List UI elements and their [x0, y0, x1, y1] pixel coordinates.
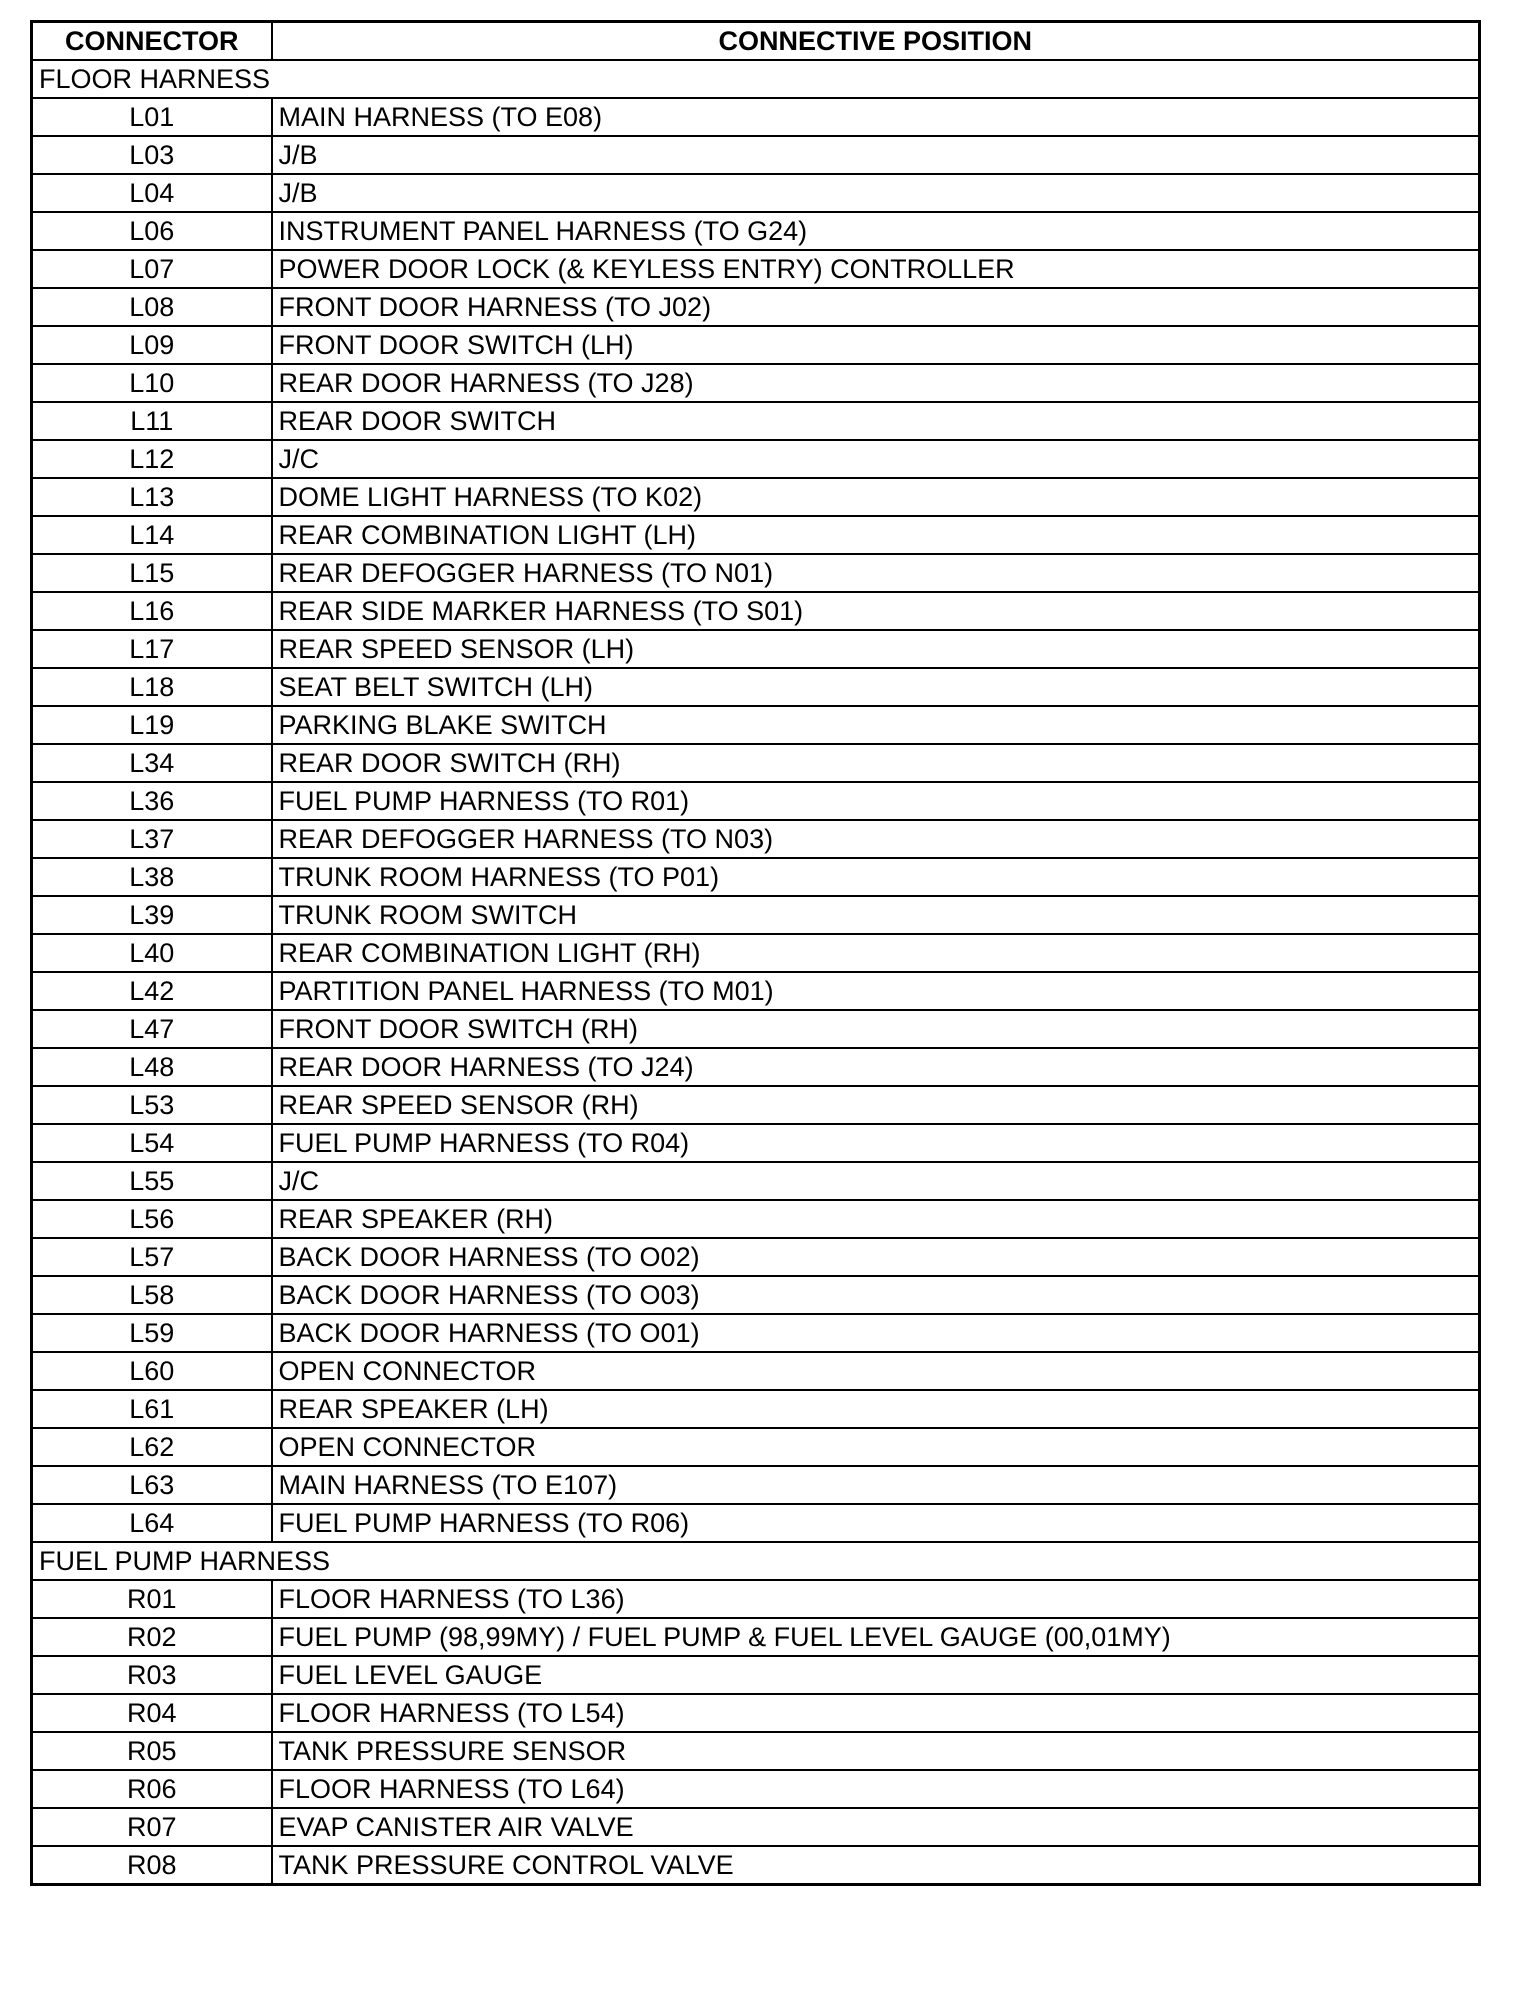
- connective-position: J/C: [272, 440, 1480, 478]
- connective-position: REAR DOOR HARNESS (TO J24): [272, 1048, 1480, 1086]
- connector-code: L13: [32, 478, 272, 516]
- connective-position: OPEN CONNECTOR: [272, 1352, 1480, 1390]
- connector-code: L59: [32, 1314, 272, 1352]
- connector-code: R01: [32, 1580, 272, 1618]
- connective-position: REAR SPEED SENSOR (RH): [272, 1086, 1480, 1124]
- connector-code: L63: [32, 1466, 272, 1504]
- connective-position: TRUNK ROOM HARNESS (TO P01): [272, 858, 1480, 896]
- connector-code: L12: [32, 440, 272, 478]
- table-row: [32, 1048, 1480, 1086]
- table-row: [32, 1694, 1480, 1732]
- connector-code: L18: [32, 668, 272, 706]
- section-title: FUEL PUMP HARNESS: [32, 1542, 1480, 1580]
- connective-position: REAR SPEED SENSOR (LH): [272, 630, 1480, 668]
- table-row: [32, 896, 1480, 934]
- table-row: [32, 1352, 1480, 1390]
- table-row: [32, 1618, 1480, 1656]
- connective-position: PARKING BLAKE SWITCH: [272, 706, 1480, 744]
- connective-position: TANK PRESSURE SENSOR: [272, 1732, 1480, 1770]
- connector-code: R02: [32, 1618, 272, 1656]
- connective-position: BACK DOOR HARNESS (TO O01): [272, 1314, 1480, 1352]
- table-row: [32, 592, 1480, 630]
- connector-code: L48: [32, 1048, 272, 1086]
- connector-code: L40: [32, 934, 272, 972]
- connective-position: FLOOR HARNESS (TO L64): [272, 1770, 1480, 1808]
- connector-code: L09: [32, 326, 272, 364]
- connective-position: SEAT BELT SWITCH (LH): [272, 668, 1480, 706]
- connector-code: L56: [32, 1200, 272, 1238]
- table-row: [32, 1732, 1480, 1770]
- connective-position: FRONT DOOR HARNESS (TO J02): [272, 288, 1480, 326]
- connector-code: L47: [32, 1010, 272, 1048]
- connector-code: L04: [32, 174, 272, 212]
- connector-code: L64: [32, 1504, 272, 1542]
- connective-position: BACK DOOR HARNESS (TO O02): [272, 1238, 1480, 1276]
- table-row: [32, 1466, 1480, 1504]
- table-row: [32, 1200, 1480, 1238]
- table-body: [32, 60, 1480, 1885]
- connective-position: MAIN HARNESS (TO E107): [272, 1466, 1480, 1504]
- connective-position: J/C: [272, 1162, 1480, 1200]
- connective-position: J/B: [272, 174, 1480, 212]
- table-row: [32, 1276, 1480, 1314]
- connector-table: [30, 20, 1481, 1886]
- table-row: [32, 1086, 1480, 1124]
- connective-position: REAR DOOR SWITCH: [272, 402, 1480, 440]
- table-row: [32, 1846, 1480, 1885]
- connector-code: L54: [32, 1124, 272, 1162]
- column-header-connector: CONNECTOR: [32, 22, 272, 61]
- table-row: [32, 1808, 1480, 1846]
- connector-code: L06: [32, 212, 272, 250]
- connective-position: TRUNK ROOM SWITCH: [272, 896, 1480, 934]
- connective-position: OPEN CONNECTOR: [272, 1428, 1480, 1466]
- connective-position: REAR DEFOGGER HARNESS (TO N03): [272, 820, 1480, 858]
- section-header-row: [32, 1542, 1480, 1580]
- connective-position: FUEL PUMP (98,99MY) / FUEL PUMP & FUEL LEVEL GAUGE (00,01MY): [272, 1618, 1480, 1656]
- connector-code: L39: [32, 896, 272, 934]
- table-row: [32, 478, 1480, 516]
- connective-position: FLOOR HARNESS (TO L36): [272, 1580, 1480, 1618]
- table-row: [32, 440, 1480, 478]
- connective-position: BACK DOOR HARNESS (TO O03): [272, 1276, 1480, 1314]
- table-row: [32, 668, 1480, 706]
- table-row: [32, 706, 1480, 744]
- section-header-row: [32, 60, 1480, 98]
- table-row: [32, 1010, 1480, 1048]
- table-row: [32, 136, 1480, 174]
- connector-code: L62: [32, 1428, 272, 1466]
- connector-code: L60: [32, 1352, 272, 1390]
- connective-position: INSTRUMENT PANEL HARNESS (TO G24): [272, 212, 1480, 250]
- connector-code: L58: [32, 1276, 272, 1314]
- table-row: [32, 554, 1480, 592]
- column-header-connective-position: CONNECTIVE POSITION: [272, 22, 1480, 61]
- connector-code: L36: [32, 782, 272, 820]
- connector-code: L07: [32, 250, 272, 288]
- connective-position: TANK PRESSURE CONTROL VALVE: [272, 1846, 1480, 1885]
- table-row: [32, 174, 1480, 212]
- table-row: [32, 1428, 1480, 1466]
- connector-code: L11: [32, 402, 272, 440]
- table-row: [32, 402, 1480, 440]
- connective-position: POWER DOOR LOCK (& KEYLESS ENTRY) CONTROLLER: [272, 250, 1480, 288]
- connector-code: L15: [32, 554, 272, 592]
- connective-position: REAR COMBINATION LIGHT (RH): [272, 934, 1480, 972]
- connective-position: PARTITION PANEL HARNESS (TO M01): [272, 972, 1480, 1010]
- connector-code: L37: [32, 820, 272, 858]
- connective-position: FRONT DOOR SWITCH (LH): [272, 326, 1480, 364]
- connector-code: L61: [32, 1390, 272, 1428]
- table-row: [32, 1238, 1480, 1276]
- table-row: [32, 250, 1480, 288]
- connector-code: L14: [32, 516, 272, 554]
- connector-code: L19: [32, 706, 272, 744]
- table-row: [32, 516, 1480, 554]
- table-row: [32, 1124, 1480, 1162]
- connective-position: REAR SPEAKER (RH): [272, 1200, 1480, 1238]
- table-row: [32, 1656, 1480, 1694]
- table-row: [32, 1504, 1480, 1542]
- connective-position: FRONT DOOR SWITCH (RH): [272, 1010, 1480, 1048]
- table-row: [32, 1770, 1480, 1808]
- connector-code: L17: [32, 630, 272, 668]
- connector-code: L42: [32, 972, 272, 1010]
- connector-code: L01: [32, 98, 272, 136]
- connector-code: L55: [32, 1162, 272, 1200]
- table-row: [32, 1314, 1480, 1352]
- connective-position: FLOOR HARNESS (TO L54): [272, 1694, 1480, 1732]
- connective-position: DOME LIGHT HARNESS (TO K02): [272, 478, 1480, 516]
- connector-code: R04: [32, 1694, 272, 1732]
- connector-code: L10: [32, 364, 272, 402]
- connector-code: L53: [32, 1086, 272, 1124]
- connective-position: J/B: [272, 136, 1480, 174]
- table-row: [32, 212, 1480, 250]
- connector-code: L38: [32, 858, 272, 896]
- table-row: [32, 98, 1480, 136]
- table-header-row: [32, 22, 1480, 61]
- connective-position: REAR SPEAKER (LH): [272, 1390, 1480, 1428]
- connector-code: L34: [32, 744, 272, 782]
- connector-code: R07: [32, 1808, 272, 1846]
- connector-code: R08: [32, 1846, 272, 1885]
- table-row: [32, 326, 1480, 364]
- connector-code: R05: [32, 1732, 272, 1770]
- connective-position: EVAP CANISTER AIR VALVE: [272, 1808, 1480, 1846]
- connector-code: L03: [32, 136, 272, 174]
- table-row: [32, 782, 1480, 820]
- connective-position: FUEL PUMP HARNESS (TO R01): [272, 782, 1480, 820]
- connective-position: FUEL PUMP HARNESS (TO R06): [272, 1504, 1480, 1542]
- table-row: [32, 1162, 1480, 1200]
- connector-code: L08: [32, 288, 272, 326]
- connective-position: REAR DOOR SWITCH (RH): [272, 744, 1480, 782]
- connective-position: FUEL LEVEL GAUGE: [272, 1656, 1480, 1694]
- connective-position: FUEL PUMP HARNESS (TO R04): [272, 1124, 1480, 1162]
- table-row: [32, 858, 1480, 896]
- table-row: [32, 288, 1480, 326]
- section-title: FLOOR HARNESS: [32, 60, 1480, 98]
- connective-position: REAR SIDE MARKER HARNESS (TO S01): [272, 592, 1480, 630]
- table-row: [32, 1580, 1480, 1618]
- connective-position: REAR DEFOGGER HARNESS (TO N01): [272, 554, 1480, 592]
- connector-code: L57: [32, 1238, 272, 1276]
- table-row: [32, 630, 1480, 668]
- connective-position: REAR DOOR HARNESS (TO J28): [272, 364, 1480, 402]
- table-row: [32, 820, 1480, 858]
- connective-position: MAIN HARNESS (TO E08): [272, 98, 1480, 136]
- table-row: [32, 1390, 1480, 1428]
- table-row: [32, 364, 1480, 402]
- connective-position: REAR COMBINATION LIGHT (LH): [272, 516, 1480, 554]
- table-row: [32, 972, 1480, 1010]
- connector-code: L16: [32, 592, 272, 630]
- table-row: [32, 744, 1480, 782]
- table-row: [32, 934, 1480, 972]
- connector-code: R06: [32, 1770, 272, 1808]
- connector-code: R03: [32, 1656, 272, 1694]
